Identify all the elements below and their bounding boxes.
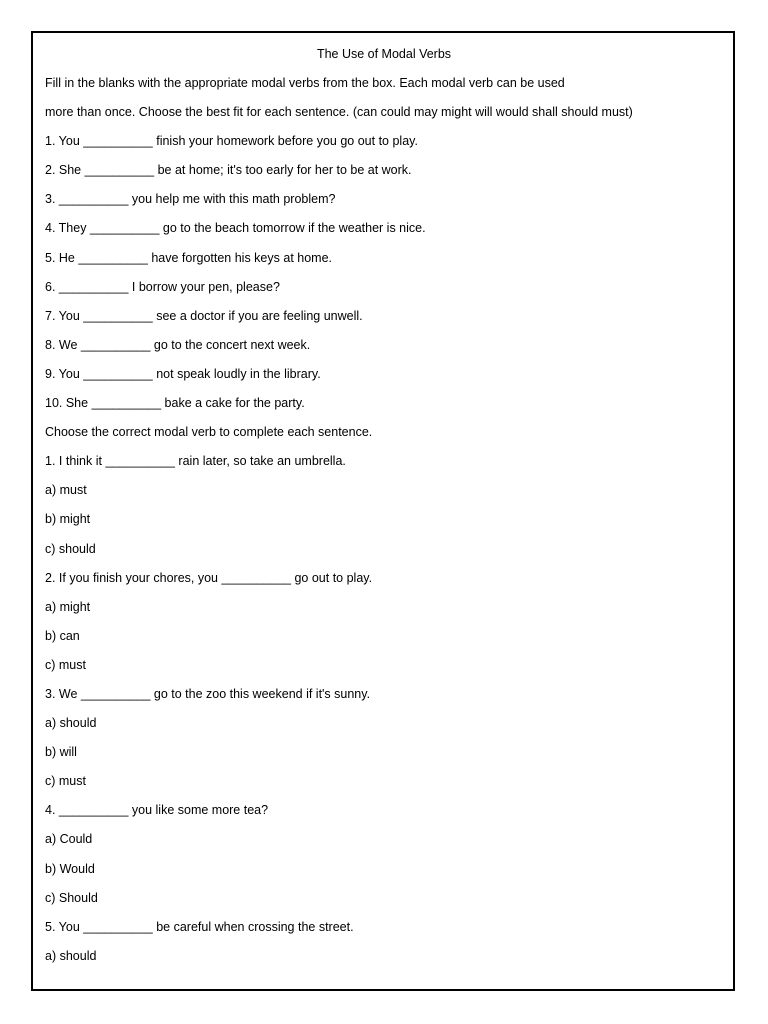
worksheet-line: 7. You __________ see a doctor if you are feeling unwell. <box>45 308 363 323</box>
worksheet-line: 10. She __________ bake a cake for the party. <box>45 396 305 411</box>
worksheet-line: 3. __________ you help me with this math problem? <box>45 192 336 207</box>
worksheet-line: c) Should <box>45 890 98 905</box>
worksheet-line: c) must <box>45 657 86 672</box>
worksheet-line: a) might <box>45 599 91 614</box>
worksheet-line: Fill in the blanks with the appropriate modal verbs from the box. Each modal verb can be used <box>45 76 565 90</box>
worksheet-line: b) might <box>45 512 91 527</box>
worksheet-line: c) must <box>45 774 86 789</box>
worksheet-line: a) should <box>45 716 97 731</box>
worksheet-line: 5. He __________ have forgotten his keys at home. <box>45 250 332 265</box>
worksheet-line: 1. I think it __________ rain later, so take an umbrella. <box>45 454 346 469</box>
worksheet-line: b) will <box>45 745 77 760</box>
worksheet-line: 9. You __________ not speak loudly in the library. <box>45 366 321 381</box>
worksheet-line: c) should <box>45 541 96 556</box>
worksheet-line: b) can <box>45 628 80 643</box>
worksheet-line: 6. __________ I borrow your pen, please? <box>45 279 280 294</box>
worksheet-line: a) Could <box>45 832 93 847</box>
worksheet-line: a) should <box>45 948 97 963</box>
worksheet-line: a) must <box>45 483 87 498</box>
worksheet-line: 2. If you finish your chores, you __________ go out to play. <box>45 570 373 585</box>
worksheet-line: Choose the correct modal verb to complete each sentence. <box>45 425 373 440</box>
worksheet-line: 3. We __________ go to the zoo this weekend if it's sunny. <box>45 686 371 701</box>
worksheet-line: 8. We __________ go to the concert next week. <box>45 337 311 352</box>
worksheet-line: more than once. Choose the best fit for each sentence. (can could may might will would shall should must) <box>45 105 633 120</box>
worksheet-line: 1. You __________ finish your homework before you go out to play. <box>45 134 418 149</box>
page-title: The Use of Modal Verbs <box>316 47 452 61</box>
worksheet-line: 5. You __________ be careful when crossing the street. <box>45 919 354 934</box>
worksheet-line: 4. __________ you like some more tea? <box>45 803 269 818</box>
worksheet-line: 4. They __________ go to the beach tomorrow if the weather is nice. <box>45 221 426 236</box>
worksheet-line: b) Would <box>45 861 95 876</box>
worksheet-body <box>45 74 633 976</box>
worksheet-line: 2. She __________ be at home; it's too early for her to be at work. <box>45 163 412 178</box>
